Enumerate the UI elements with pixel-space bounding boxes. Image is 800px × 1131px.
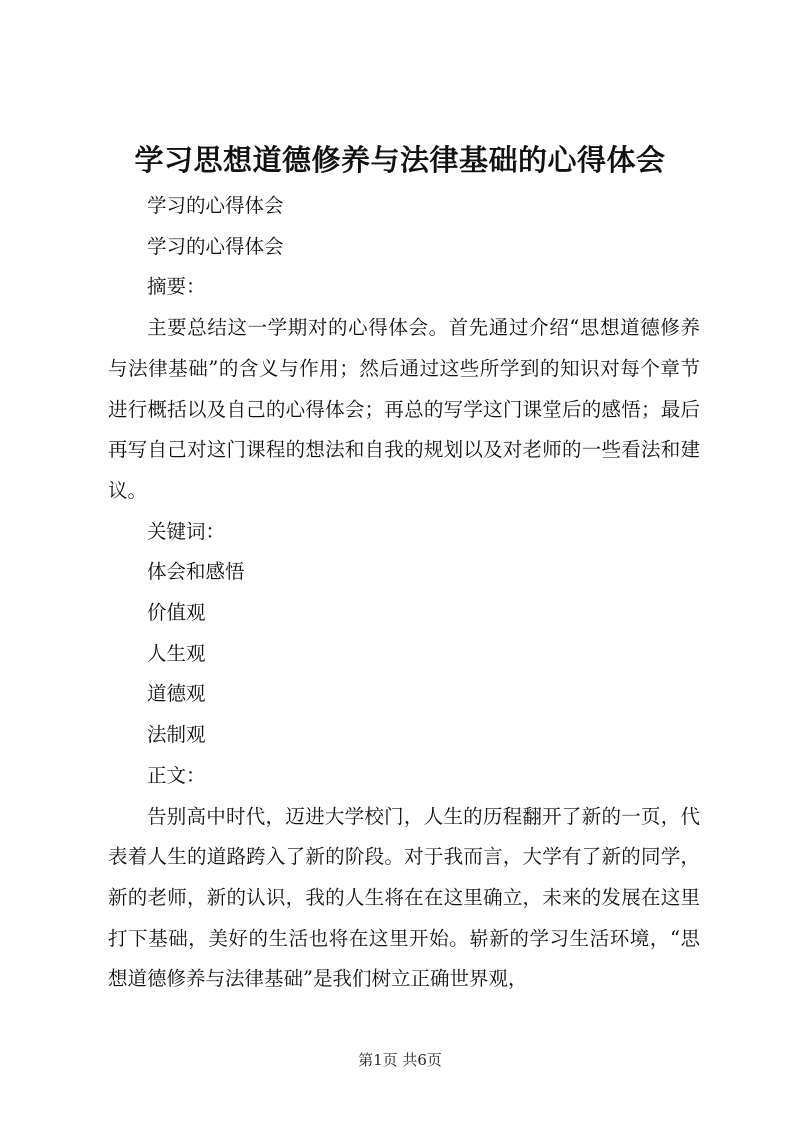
body-paragraph: 告别高中时代，迈进大学校门，人生的历程翻开了新的一页，代表着人生的道路跨入了新的阶段。对于我而言，大学有了新的同学，新的老师，新的认识，我的人生将在在这里确立，未来的发展在这里打下基础，美好的生活也将在这里开始。崭新的学习生活环境，“思想道德修养与法律基础”是我们树立正确世界观， bbox=[108, 804, 700, 991]
subtitle-line: 学习的心得体会 bbox=[147, 194, 284, 217]
keyword-item: 法制观 bbox=[147, 723, 206, 747]
subtitle-line: 学习的心得体会 bbox=[147, 234, 284, 258]
keywords-heading: 关键词： bbox=[147, 519, 226, 543]
keyword-item: 体会和感悟 bbox=[147, 560, 245, 584]
abstract-paragraph: 主要总结这一学期对的心得体会。首先通过介绍“思想道德修养与法律基础”的含义与作用；然后通过这些所学到的知识对每个章节进行概括以及自己的心得体会；再总的写学这门课堂后的感悟；最后再写自己对这门课程的想法和自我的规划以及对老师的一些看法和建议。 bbox=[108, 316, 700, 502]
body-heading: 正文： bbox=[147, 763, 206, 787]
page-number-footer: 第1页 共6页 bbox=[358, 1051, 442, 1069]
keyword-item: 人生观 bbox=[147, 641, 206, 665]
document-title: 学习思想道德修养与法律基础的心得体会 bbox=[134, 143, 666, 177]
keyword-item: 价值观 bbox=[147, 601, 206, 625]
keyword-item: 道德观 bbox=[147, 682, 206, 706]
document-body bbox=[108, 186, 700, 1000]
abstract-heading: 摘要： bbox=[147, 275, 206, 299]
